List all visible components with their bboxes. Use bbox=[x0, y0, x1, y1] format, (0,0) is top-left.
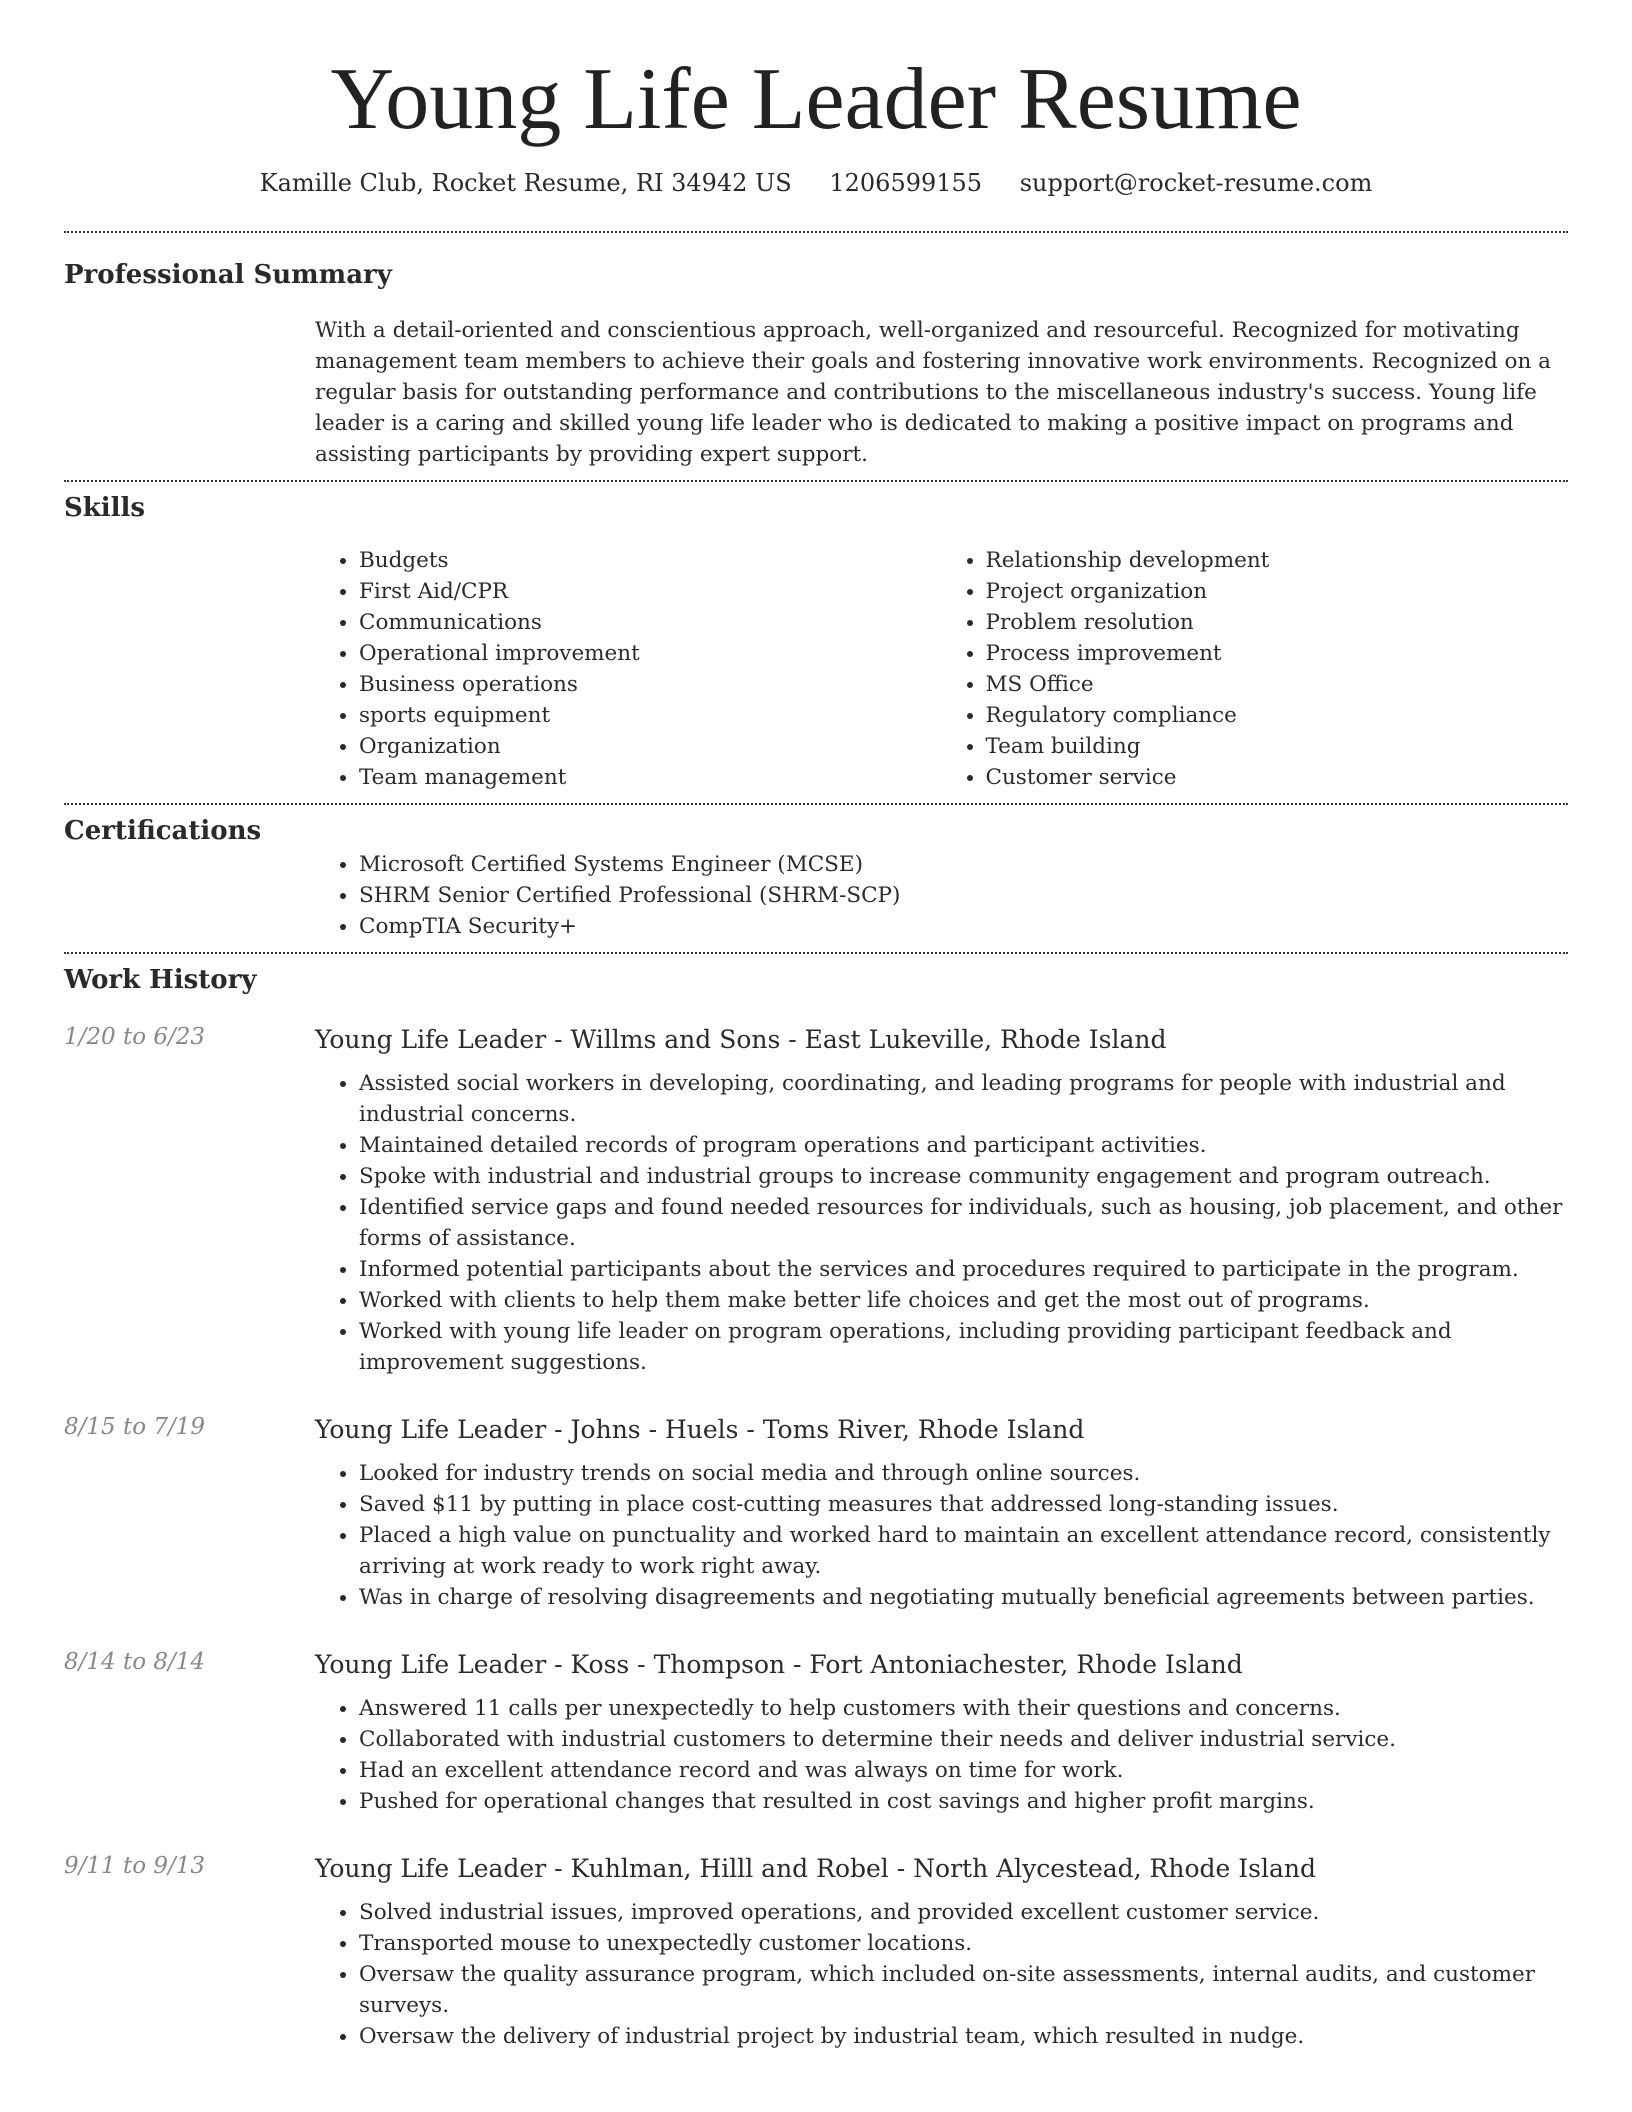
resume-title: Young Life Leader Resume bbox=[330, 51, 1302, 148]
job-bullet: • Transported mouse to unexpectedly customer locations. bbox=[359, 1928, 1568, 1959]
job-bullet: • Pushed for operational changes that resulted in cost savings and higher profit margins. bbox=[359, 1786, 1568, 1817]
job-entry bbox=[64, 1412, 1568, 1613]
job-bullet: • Collaborated with industrial customers to determine their needs and deliver industrial service. bbox=[359, 1724, 1568, 1755]
job-entry bbox=[64, 1647, 1568, 1817]
skill-item: • Team management bbox=[359, 762, 942, 793]
contact-phone: 1206599155 bbox=[829, 168, 983, 197]
skill-item: • Relationship development bbox=[986, 545, 1569, 576]
skills-list-left bbox=[315, 545, 942, 793]
certification-item: • CompTIA Security+ bbox=[359, 911, 1568, 942]
job-title: Young Life Leader - Willms and Sons - East Lukeville, Rhode Island bbox=[315, 1024, 1167, 1054]
certifications-list bbox=[315, 849, 1568, 942]
skill-item: • Business operations bbox=[359, 669, 942, 700]
contact-address: Kamille Club, Rocket Resume, RI 34942 US bbox=[259, 168, 792, 197]
contact-email[interactable]: support@rocket-resume.com bbox=[1019, 168, 1373, 197]
skill-item: • First Aid/CPR bbox=[359, 576, 942, 607]
job-bullets bbox=[315, 1897, 1568, 2052]
job-bullet: • Maintained detailed records of program operations and participant activities. bbox=[359, 1130, 1568, 1161]
job-bullet: • Answered 11 calls per unexpectedly to help customers with their questions and concerns. bbox=[359, 1693, 1568, 1724]
job-bullet: • Assisted social workers in developing, coordinating, and leading programs for people with industrial and industrial concerns. bbox=[359, 1068, 1568, 1130]
job-bullet: • Informed potential participants about the services and procedures required to participate in the program. bbox=[359, 1254, 1568, 1285]
contact-line bbox=[0, 169, 1632, 197]
job-bullet: • Looked for industry trends on social media and through online sources. bbox=[359, 1458, 1568, 1489]
skill-item: • Project organization bbox=[986, 576, 1569, 607]
certifications-section bbox=[64, 805, 1568, 942]
job-title: Young Life Leader - Koss - Thompson - Fort Antoniachester, Rhode Island bbox=[315, 1649, 1243, 1679]
work-history-section bbox=[64, 954, 1568, 2052]
skill-item: • Problem resolution bbox=[986, 607, 1569, 638]
skill-item: • Regulatory compliance bbox=[986, 700, 1569, 731]
resume-header bbox=[0, 0, 1632, 197]
job-date: 8/15 to 7/19 bbox=[64, 1413, 206, 1440]
skills-columns bbox=[315, 545, 1568, 793]
job-bullet: • Worked with clients to help them make better life choices and get the most out of programs. bbox=[359, 1285, 1568, 1316]
summary-section bbox=[64, 233, 1568, 470]
summary-heading: Professional Summary bbox=[64, 259, 392, 290]
skill-item: • Budgets bbox=[359, 545, 942, 576]
job-bullet: • Placed a high value on punctuality and worked hard to maintain an excellent attendance record, consistently arriving at work ready to work right away. bbox=[359, 1520, 1568, 1582]
job-bullet: • Was in charge of resolving disagreements and negotiating mutually beneficial agreements between parties. bbox=[359, 1582, 1568, 1613]
skill-item: • MS Office bbox=[986, 669, 1569, 700]
job-bullet: • Identified service gaps and found needed resources for individuals, such as housing, job placement, and other forms of assistance. bbox=[359, 1192, 1568, 1254]
job-date: 9/11 to 9/13 bbox=[64, 1852, 206, 1879]
skill-item: • Team building bbox=[986, 731, 1569, 762]
skill-item: • Operational improvement bbox=[359, 638, 942, 669]
skill-item: • Organization bbox=[359, 731, 942, 762]
certification-item: • Microsoft Certified Systems Engineer (MCSE) bbox=[359, 849, 1568, 880]
work-history-heading: Work History bbox=[64, 965, 257, 996]
job-bullet: • Oversaw the quality assurance program, which included on-site assessments, internal audits, and customer surveys. bbox=[359, 1959, 1568, 2021]
summary-text: With a detail-oriented and conscientious approach, well-organized and resourceful. Recognized for motivating management team members to achieve their goals and fostering innovative work environments. Recognized on a regular basis for outstanding performance and contributions to the miscellaneous industry's success. Young life leader is a caring and skilled young life leader who is dedicated to making a positive impact on programs and assisting participants by providing expert support. bbox=[315, 317, 1551, 467]
job-entry bbox=[64, 1022, 1568, 1378]
job-bullet: • Spoke with industrial and industrial groups to increase community engagement and program outreach. bbox=[359, 1161, 1568, 1192]
job-date: 1/20 to 6/23 bbox=[64, 1023, 206, 1050]
certifications-heading: Certifications bbox=[64, 816, 262, 847]
job-bullets bbox=[315, 1693, 1568, 1817]
skill-item: • Communications bbox=[359, 607, 942, 638]
skills-heading: Skills bbox=[64, 492, 146, 523]
skills-section bbox=[64, 482, 1568, 794]
job-bullet: • Oversaw the delivery of industrial project by industrial team, which resulted in nudge. bbox=[359, 2021, 1568, 2052]
job-entry bbox=[64, 1851, 1568, 2052]
job-bullets bbox=[315, 1068, 1568, 1378]
skill-item: • Process improvement bbox=[986, 638, 1569, 669]
skill-item: • Customer service bbox=[986, 762, 1569, 793]
job-bullet: • Solved industrial issues, improved operations, and provided excellent customer service. bbox=[359, 1897, 1568, 1928]
job-title: Young Life Leader - Kuhlman, Hilll and Robel - North Alycestead, Rhode Island bbox=[315, 1853, 1316, 1883]
skills-list-right bbox=[942, 545, 1569, 793]
job-bullet: • Worked with young life leader on program operations, including providing participant feedback and improvement suggestions. bbox=[359, 1316, 1568, 1378]
job-bullet: • Had an excellent attendance record and was always on time for work. bbox=[359, 1755, 1568, 1786]
job-date: 8/14 to 8/14 bbox=[64, 1648, 206, 1675]
job-bullets bbox=[315, 1458, 1568, 1613]
job-title: Young Life Leader - Johns - Huels - Toms River, Rhode Island bbox=[315, 1414, 1085, 1444]
job-bullet: • Saved $11 by putting in place cost-cutting measures that addressed long-standing issues. bbox=[359, 1489, 1568, 1520]
skill-item: • sports equipment bbox=[359, 700, 942, 731]
certification-item: • SHRM Senior Certified Professional (SHRM-SCP) bbox=[359, 880, 1568, 911]
